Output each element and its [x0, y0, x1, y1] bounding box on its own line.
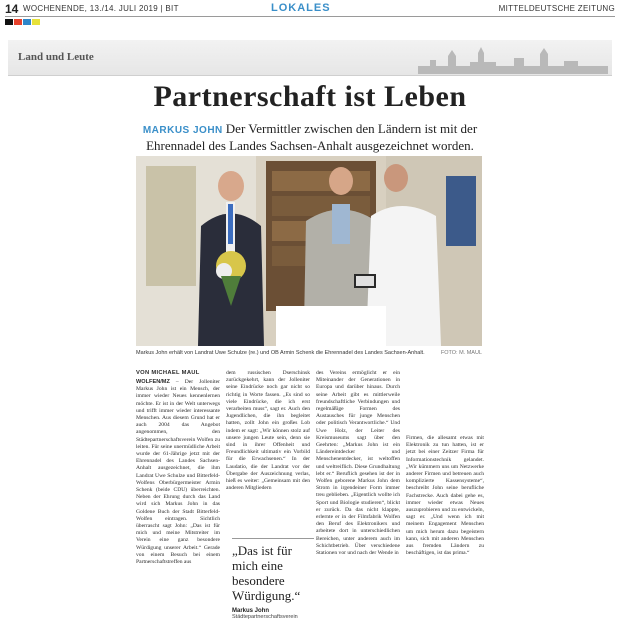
section-title: LOKALES — [271, 2, 331, 14]
column-1-text: – Der Jolleniter Markus John ist ein Mensch, der immer wieder Neues kennenlernen möchte. Er ist in der Welt unterwegs und trifft immer wieder interessante Menschen. Aus diesem Grund hat er auch 2004 das Angebot angenommen, den Städtepartnerschaftsverein Wolfen zu leiten. Für seine unermüdliche Arbeit wurde der 61-Jährige jetzt mit der Ehrennadel des Landes Sachsen-Anhalt ausgezeichnet, die ihm Landrat Uwe Schulze und Bitterfeld-Wolfens Oberbürgermeister Armin Schenk (beide CDU) überreichten. Neben der Ehrung durch das Land wird sich Markus John in das Goldene Buch der Stadt Bitterfeld-Wolfen eintragen. Sichtlich überrascht sagt John: „Das ist für mich und meine Mitstreiter im Verein eine ganz besondere Würdigung unserer Arbeit.“ Gerade von einem Besuch bei einem Partnerschaftstreffen aus — [136, 379, 220, 566]
swatch-blue — [23, 19, 31, 25]
article-photo — [136, 156, 482, 346]
article — [122, 78, 498, 626]
masthead — [5, 2, 615, 16]
quote-author: Markus John — [232, 608, 270, 614]
article-headline: Partnerschaft ist Leben — [153, 80, 467, 113]
quote-role: Städtepartnerschaftsverein — [232, 614, 298, 620]
article-column-4 — [406, 435, 484, 557]
article-lead — [132, 120, 488, 154]
column-4-text: Firmen, die allesamt etwas mit Elektronik zu tun hatten, ist er jetzt bei einer Zeitzer Firma für Informationstechnik gelandet. „Wir kümmern uns um Netzwerke anderer Firmen und betreuen auch komplizierte Kassensysteme“, beschreibt John seine berufliche Fachstrecke. Auch dabei gehe es, immer wieder etwas Neues auszuprobieren und zu entwickeln, sagt er. „Und wenn ich mit meinem Engagement Menschen um mich herum dazu begeistern kann, sich mit anderen Menschen aus fremden Ländern zu beschäftigen, ist das prima.“ — [406, 435, 484, 557]
pull-quote — [232, 538, 314, 620]
edition-date: WOCHENENDE, 13./14. JULI 2019 | BIT — [23, 4, 179, 13]
newspaper-name: MITTELDEUTSCHE ZEITUNG — [498, 4, 615, 13]
swatch-yellow — [32, 19, 40, 25]
article-column-1 — [136, 370, 220, 566]
byline: VON MICHAEL MAUL — [136, 370, 200, 376]
photo-caption — [136, 350, 482, 356]
article-column-3 — [316, 370, 400, 557]
caption-text: Markus John erhält von Landrat Uwe Schulze (re.) und OB Armin Schenk die Ehrennadel des Landes Sachsen-Anhalt. — [136, 350, 425, 356]
article-kicker: MARKUS JOHN — [142, 125, 223, 136]
masthead-rule — [5, 16, 615, 17]
page-number: 14 — [5, 2, 19, 16]
article-column-2 — [226, 370, 310, 530]
photo-credit: FOTO: M. MAUL — [440, 350, 482, 356]
skyline-illustration — [418, 44, 608, 74]
column-2-text: dem russischen Dserschinsk zurückgekehrt, kann der Jolleniter seine Eindrücke noch gar nicht so richtig in Worte fassen. „Es sind so viele Eindrücke, die ich erst verarbeiten muss“, sagt er. Auch den Jugendlichen, die ihn begleitet hatten, zollt John ein großes Lob indem er sagt: „Wir können stolz auf unsere jungen Leute sein, denn sie sind in ihrer Offenheit und Freundlichkeit ultimativ ein Vorbild für die Erwachsenen.“ In der Laudatio, die der Landrat vor der Übergabe der Auszeichnung verlas, hieß es weiter: „Gemeinsam mit den anderen Mitgliedern — [226, 370, 310, 492]
color-swatches — [5, 19, 40, 25]
column-3-text: des Vereins ermöglicht er ein Miteinander der Generationen in Europa und darüber hinaus. Durch seine Arbeit gibt es mittlerweile freundschaftliche Verbindungen und regelmäßige Formen des Austausches für junge Menschen oder politisch Verantwortliche.“ Und Uwe Holz, der Leiter des Kreismuseums sagt über den Geehrten: „Markus John ist ein Ländereintdecker und Menschenentdecker, ist weltoffen und weltreiflich. Diese Grundhaltung lebt er.“ Beruflich gesehen ist der in Wolfen geborene Markus John dem Strom in irgendeiner Form immer treu geblieben. „Eigentlich wollte ich Sport und Biologie studieren“, blickt er zurück. Da das nicht klappte, erlernte er in der Filmfabrik Wolfen den Beruf des Elektronikers und arbeitete dort in unterschiedlichen Bereichen, unter anderem auch im Schichtbetrieb. Über verschiedene Stationen vor und nach der Wende in — [316, 370, 400, 557]
swatch-black — [5, 19, 13, 25]
section-banner — [8, 40, 612, 76]
swatch-red — [14, 19, 22, 25]
banner-label: Land und Leute — [18, 51, 94, 63]
award-ceremony-photo — [136, 156, 482, 346]
quote-text: „Das ist für mich eine besondere Würdigung.“ — [232, 543, 301, 603]
dateline: WOLFEN/MZ — [136, 379, 170, 385]
lead-text: Der Vermittler zwischen den Ländern ist mit der Ehrennadel des Landes Sachsen-Anhalt ausgezeichnet worden. — [146, 121, 478, 153]
